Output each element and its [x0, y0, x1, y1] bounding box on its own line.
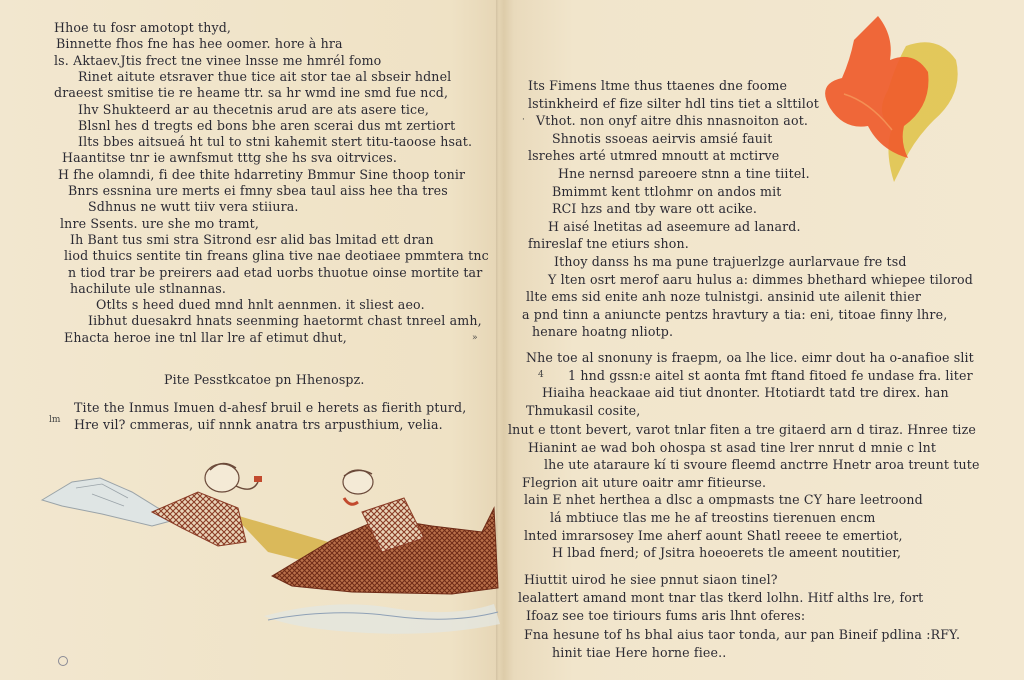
text-line: Bmimmt kent ttlohmr on andos mit	[552, 183, 782, 199]
text-line: lsrehes arté utmred mnoutt at mctirve	[528, 148, 780, 164]
text-line: Vthot. non onyf aitre dhis nnasnoiton aot.	[536, 113, 809, 129]
text-line: a pnd tinn a aniuncte pentzs hravtury a tia: eni, titoae finny lhre,	[522, 306, 948, 322]
text-line: H aisé lnetitas ad aseemure ad lanard.	[548, 218, 801, 234]
text-line: liod thuics sentite tin freans glina tive nae deotiaee pmmtera tnc	[64, 248, 489, 264]
illustration-two-figures	[32, 448, 502, 668]
text-line: Hianint ae wad boh ohospa st asad tine lrer nnrut d mnie c lnt	[528, 439, 937, 455]
text-line: Hiaiha heackaae aid tiut dnonter. Htotiardt tatd tre direx. han	[542, 385, 949, 401]
text-line: Hne nernsd pareoere stnn a tine tiitel.	[558, 166, 810, 181]
text-line: Hiuttit uirod he siee pnnut siaon tinel?	[524, 572, 778, 587]
text-line: lstinkheird ef fize silter hdl tins tiet a slttilot	[528, 95, 819, 111]
text-line: Iibhut duesakrd hnats seenming haetormt chast tnreel amh,	[88, 313, 482, 329]
text-line: Ilts bbes aitsueá ht tul to stni kahemit stert titu-taoose hsat.	[78, 134, 473, 150]
text-line: Sdhnus ne wutt tiiv vera stiiura.	[88, 199, 299, 215]
text-line: Tite the Inmus Imuen d-ahesf bruil e herets as fierith pturd,	[74, 400, 467, 415]
margin-mark-bottom: 4	[538, 370, 544, 380]
text-line: Ihv Shukteerd ar au thecetnis arud are ats asere tice,	[78, 101, 430, 117]
text-line: Ifoaz see toe tiriours fums aris lhnt oferes:	[526, 608, 806, 624]
text-line: hinit tiae Here horne fiee..	[552, 644, 727, 660]
text-line: Shnotis ssoeas aeirvis amsié fauit	[552, 130, 773, 146]
text-line: llte ems sid enite anh noze tulnistgi. ansinid ute ailenit thier	[526, 289, 922, 305]
text-line: Bnrs essnina ure merts ei fmny sbea taul aiss hee tha tres	[68, 183, 448, 198]
text-line: Blsnl hes d tregts ed bons bhe aren scerai dus mt zertiort	[78, 117, 456, 133]
text-line: Otlts s heed dued mnd hnlt aennmen. it sliest aeo.	[96, 297, 425, 313]
text-line: Rinet aitute etsraver thue tice ait stor tae al sbseir hdnel	[78, 68, 452, 84]
text-line: 1 hnd gssn:e aitel st aonta fmt ftand fitoed fe undase fra. liter	[568, 367, 973, 383]
text-line: lain E nhet herthea a dlsc a ompmasts tne CY hare leetroond	[524, 492, 923, 508]
text-line: Ehacta heroe ine tnl llar lre af etimut dhut,	[64, 329, 347, 345]
text-line: lá mbtiuce tlas me he af treostins tierenuen encm	[550, 510, 876, 525]
text-line: lnut e ttont bevert, varot tnlar fiten a tre gitaerd arn d tiraz. Hnree tize	[508, 422, 976, 437]
text-line: Fna hesune tof hs bhal aius taor tonda, aur pan Bineif pdlina :RFY.	[524, 626, 961, 642]
text-line: Hhoe tu fosr amotopt thyd,	[54, 20, 232, 35]
text-line: Its Fimens ltme thus ttaenes dne foome	[528, 78, 788, 93]
text-line: Ithoy danss hs ma pune trajuerlzge aurlarvaue fre tsd	[554, 254, 907, 269]
text-line: ls. Aktaev.Jtis frect tne vinee lnsse me hmrél fomo	[54, 52, 382, 68]
text-line: Binnette fhos fne has hee oomer. hore à hra	[56, 36, 343, 52]
leaf-illustration	[814, 10, 964, 190]
text-line: lealattert amand mont tnar tlas tkerd lolhn. Hitf alths lre, fort	[518, 590, 924, 606]
text-line: draeest smitise tie re heame ttr. sa hr wmd ine smd fue ncd,	[54, 85, 449, 101]
illustration-caption: Pite Pesstkcatoe pn Hhenospz.	[164, 372, 365, 387]
text-line: hachilute ule stlnannas.	[70, 280, 227, 296]
text-line: RCI hzs and tby ware ott acike.	[552, 201, 758, 217]
text-line: Nhe toe al snonuny is fraepm, oa lhe lice. eimr dout ha o-anafioe slit	[526, 350, 974, 365]
text-line: fnireslaf tne etiurs shon.	[528, 236, 689, 252]
text-line: lnted imrarsosey Ime aherf aount Shatl reeee te emertiot,	[524, 527, 903, 543]
text-line: Y lten osrt merof aaru hulus a: dimmes bhethard whiepee tilorod	[548, 271, 973, 287]
text-line: Ih Bant tus smi stra Sitrond esr alid bas lmitad ett dran	[70, 231, 434, 247]
text-line: H lbad fnerd; of Jsitra hoeoerets tle ameent noutitier,	[552, 545, 902, 561]
text-line: lhe ute ataraure kí ti svoure fleemd anctrre Hnetr aroa treunt tute	[544, 457, 980, 473]
text-line: n tiod trar be preirers aad etad uorbs thuotue oinse mortite tar	[68, 264, 483, 280]
text-line: henare hoatng nliotp.	[532, 324, 674, 340]
side-note: lm	[49, 415, 61, 425]
margin-mark-top: ·	[522, 115, 525, 125]
page-stain	[58, 656, 68, 666]
left-page	[40, 20, 492, 440]
text-line: Hre vil? cmmeras, uif nnnk anatra trs arpusthium, velia.	[74, 417, 443, 432]
text-line: lnre Ssents. ure she mo tramt,	[60, 215, 260, 231]
text-line: Flegrion ait uture oaitr amr fitieurse.	[522, 474, 767, 490]
text-line: Thmukasil cosite,	[526, 402, 641, 418]
text-line: Haantitse tnr ie awnfsmut tttg she hs sva oitrvices.	[62, 150, 398, 166]
corner-mark: »	[472, 333, 478, 343]
text-line: H fhe olamndi, fi dee thite hdarretiny Bmmur Sine thoop tonir	[58, 166, 466, 182]
